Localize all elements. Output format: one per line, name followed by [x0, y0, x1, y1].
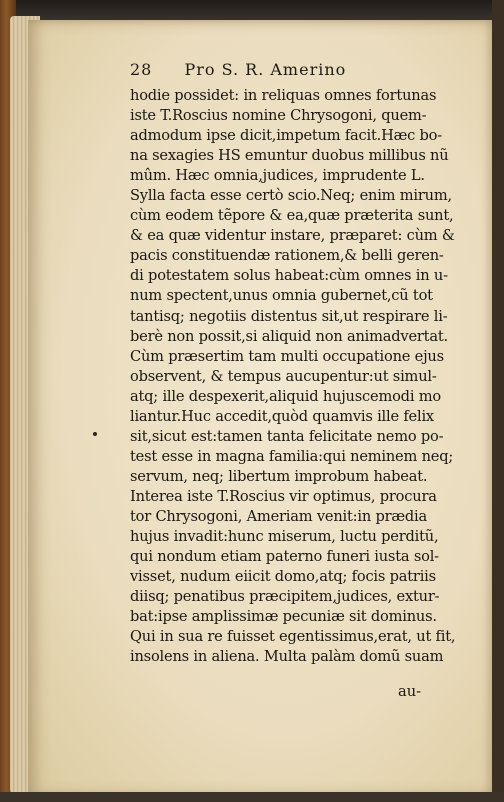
text-line: bat:ipse amplissimæ pecuniæ sit dominus. [130, 608, 437, 626]
text-line: admodum ipse dicit,impetum facit.Hæc bo- [130, 127, 443, 145]
margin-mark [93, 432, 97, 436]
text-line: Cùm præsertim tam multi occupatione ejus [130, 347, 444, 365]
text-line: Interea iste T.Roscius vir optimus, procura [130, 487, 437, 505]
bottom-shadow [0, 792, 504, 802]
text-line: num spectent,unus omnia gubernet,cũ tot [130, 287, 433, 305]
text-line: diisq; penatibus præcipitem,judices, extur- [130, 588, 440, 606]
page-number: 28 [130, 60, 153, 79]
text-line: liantur.Huc accedit,quòd quamvis ille felix [130, 407, 434, 425]
right-margin-shadow [492, 0, 504, 802]
text-line: hujus invadit:hunc miserum, luctu perditũ, [130, 528, 439, 546]
text-line: insolens in aliena. Multa palàm domũ suam [130, 648, 444, 666]
catchword: au- [398, 683, 422, 700]
text-line: & ea quæ videntur instare, præparet: cùm & [130, 227, 455, 245]
text-line: berè non possit,si aliquid non animadvertat. [130, 327, 448, 345]
text-line: hodie possidet: in reliquas omnes fortunas [130, 87, 437, 104]
text-line: tantisq; negotiis distentus sit,ut respirare li- [130, 307, 448, 325]
text-line: qui nondum etiam paterno funeri iusta sol- [130, 548, 439, 566]
text-line: cùm eodem tẽpore & ea,quæ præterita sunt, [130, 207, 454, 225]
text-line: visset, nudum eiicit domo,atq; focis patriis [130, 568, 436, 586]
text-line: mûm. Hæc omnia,judices, imprudente L. [130, 167, 425, 185]
body-text [130, 86, 462, 667]
text-line: pacis constituendæ rationem,& belli geren- [130, 247, 444, 265]
text-line: di potestatem solus habeat:cùm omnes in u- [130, 267, 448, 285]
running-title: Pro S. R. Amerino [184, 60, 347, 79]
text-line: na sexagies HS emuntur duobus millibus nũ [130, 147, 449, 165]
text-line: sit,sicut est:tamen tanta felicitate nemo po- [130, 427, 444, 445]
text-line: Qui in sua re fuisset egentissimus,erat, ut fit, [130, 628, 456, 646]
text-line: tor Chrysogoni, Ameriam venit:in prædia [130, 507, 428, 525]
text-line: atq; ille despexerit,aliquid hujuscemodi mo [130, 387, 441, 405]
text-line: observent, & tempus aucupentur:ut simul- [130, 367, 437, 385]
text-line: test esse in magna familia:qui neminem neq; [130, 447, 454, 465]
text-line: iste T.Roscius nomine Chrysogoni, quem- [130, 107, 427, 125]
text-line: servum, neq; libertum improbum habeat. [130, 467, 428, 485]
top-shadow [0, 0, 504, 22]
page-header [130, 60, 460, 82]
text-line: Sylla facta esse certò scio.Neq; enim mirum, [130, 187, 452, 205]
